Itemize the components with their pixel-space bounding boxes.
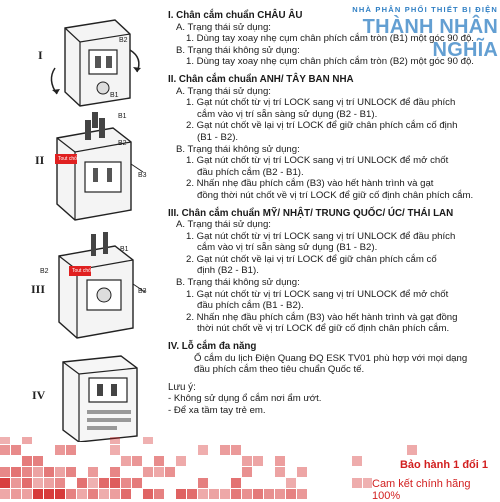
footer-square	[88, 489, 98, 499]
callout-b3-2: B3	[138, 172, 147, 179]
footer-square	[352, 456, 362, 466]
footer-square	[242, 456, 252, 466]
footer-square	[55, 467, 65, 477]
footer-square	[154, 467, 164, 477]
footer-square	[77, 489, 87, 499]
section-3-a-item-2-cont: định (B2 - B1).	[197, 265, 259, 277]
footer-square	[275, 489, 285, 499]
footer-square	[231, 478, 241, 488]
footer-square	[55, 445, 65, 455]
warranty-line-2: Cam kết chính hãng 100%	[372, 478, 471, 502]
footer-square	[55, 478, 65, 488]
footer-square	[22, 478, 32, 488]
footer-square	[132, 456, 142, 466]
distributor-label: NHÀ PHÂN PHỐI THIẾT BỊ ĐIỆN	[352, 5, 498, 14]
adapter-illustration-3	[45, 230, 150, 340]
section-2-b-item-2-cont: đồng thời nút chốt về vị trí LOCK để giữ cố định chân phích cắm.	[197, 189, 474, 201]
footer-square	[33, 478, 43, 488]
section-1-a-title: A. Trạng thái sử dụng:	[176, 21, 271, 33]
section-2-b-item-1: 1. Gạt nút chốt từ vị trí LOCK sang vị trí UNLOCK để mở chốt	[186, 155, 449, 167]
footer-square	[22, 467, 32, 477]
note-title: Lưu ý:	[168, 381, 196, 393]
footer-square	[275, 456, 285, 466]
footer-square	[0, 467, 10, 477]
section-3-title: III. Chân cắm chuẩn MỸ/ NHẬT/ TRUNG QUỐC/ ÚC/ THÁI LAN	[168, 207, 454, 219]
section-2-title: II. Chân cắm chuẩn ANH/ TÂY BAN NHA	[168, 73, 354, 85]
footer-square	[99, 489, 109, 499]
figure-number-4: IV	[32, 388, 46, 402]
warranty-line-1: Bảo hành 1 đổi 1	[399, 459, 488, 471]
section-3-a-item-2: 2. Gạt nút chốt về lại vị trí LOCK để giữ chân phích cắm cố	[186, 253, 437, 265]
note-item-1: - Không sử dụng ổ cắm nơi ẩm ướt.	[168, 393, 322, 405]
footer-square	[99, 478, 109, 488]
callout-b1-3: B1	[120, 246, 129, 253]
footer-square	[220, 489, 230, 499]
callout-b2-2: B2	[118, 140, 127, 147]
section-3-b-title: B. Trạng thái không sử dụng:	[176, 277, 300, 289]
footer-square	[121, 489, 131, 499]
footer-square	[253, 489, 263, 499]
footer-square	[88, 467, 98, 477]
figure-number-1: I	[38, 48, 43, 62]
callout-b2: B2	[119, 37, 128, 44]
footer-square	[44, 467, 54, 477]
footer-square	[165, 467, 175, 477]
callout-b3-3: B3	[138, 288, 147, 295]
instructions-content	[168, 10, 494, 417]
section-2-b-item-1-cont: đầu phích cắm (B2 - B1).	[197, 166, 304, 178]
footer-square	[44, 489, 54, 499]
section-4-line-2: đầu phích cắm theo tiêu chuẩn Quốc tế.	[194, 364, 365, 376]
footer-square	[242, 467, 252, 477]
footer-square	[22, 489, 32, 499]
section-1-a-item-1: 1. Dùng tay xoay nhẹ cụm chân phích cắm tròn (B1) một góc 90 độ.	[186, 33, 474, 45]
footer-square	[55, 489, 65, 499]
lock-label-2: Tout chốt	[58, 156, 79, 162]
callout-b2-3: B2	[40, 268, 49, 275]
footer-square	[110, 445, 120, 455]
footer-square	[0, 437, 10, 444]
footer-square	[121, 478, 131, 488]
footer-square	[231, 445, 241, 455]
section-2-a-item-2: 2. Gạt nút chốt về lại vị trí LOCK để giữ chân phích cắm cố định	[186, 120, 458, 132]
footer-square	[187, 489, 197, 499]
footer-square	[22, 456, 32, 466]
footer-square	[11, 478, 21, 488]
section-2-a-item-1-cont: cắm vào vị trí sẵn sàng sử dụng (B2 - B1).	[197, 108, 378, 120]
section-2-b-item-2: 2. Nhấn nhẹ đầu phích cắm (B3) vào hết hành trình và gạt	[186, 178, 434, 190]
footer-square	[176, 489, 186, 499]
footer-square	[66, 467, 76, 477]
section-3-a-item-1: 1. Gạt nút chốt từ vị trí LOCK sang vị trí UNLOCK để đầu phích	[186, 230, 456, 242]
note-item-2: - Để xa tầm tay trẻ em.	[168, 405, 266, 416]
footer-square	[407, 445, 417, 455]
footer-square	[132, 478, 142, 488]
section-1-title: I. Chân cắm chuẩn CHÂU ÂU	[168, 10, 303, 21]
section-2-a-item-1: 1. Gạt nút chốt từ vị trí LOCK sang vị trí UNLOCK để đầu phích	[186, 97, 456, 109]
warranty-badge	[372, 456, 500, 500]
footer-square	[264, 489, 274, 499]
section-3-a-item-1-cont: cắm vào vị trí sẵn sàng sử dụng (B1 - B2).	[197, 242, 378, 254]
footer-square	[154, 456, 164, 466]
figure-number-2: II	[35, 153, 45, 167]
lock-label-3: Tout chốt	[72, 268, 93, 274]
section-3-b-item-1-cont: đầu phích cắm (B1 - B2).	[197, 300, 304, 312]
footer-square	[297, 489, 307, 499]
section-4-title: IV. Lỗ cắm đa năng	[168, 341, 257, 353]
footer-square	[352, 478, 362, 488]
footer-square	[66, 489, 76, 499]
footer-square	[88, 478, 98, 488]
footer-square	[110, 437, 120, 444]
footer-square	[231, 489, 241, 499]
footer-square	[33, 456, 43, 466]
footer-square	[33, 489, 43, 499]
footer-square	[253, 456, 263, 466]
callout-b1: B1	[110, 92, 119, 99]
footer-square	[198, 445, 208, 455]
footer-square	[66, 445, 76, 455]
section-1-b-title: B. Trạng thái không sử dụng:	[176, 44, 300, 56]
footer-square	[121, 456, 131, 466]
section-2-a-title: A. Trạng thái sử dụng:	[176, 85, 271, 97]
footer-square	[176, 456, 186, 466]
footer-square	[0, 489, 10, 499]
section-4-line-1: Ổ cắm du lịch Điện Quang ĐQ ESK TV01 phù hợp với mọi dạng	[194, 352, 468, 364]
section-3-b-item-1: 1. Gạt nút chốt từ vị trí LOCK sang vị trí UNLOCK để mở chốt	[186, 288, 449, 300]
adapter-illustration-2	[45, 112, 150, 222]
section-3-a-title: A. Trạng thái sử dụng:	[176, 219, 271, 231]
footer-square	[77, 478, 87, 488]
footer-square	[11, 489, 21, 499]
footer-square	[143, 467, 153, 477]
footer-square	[11, 445, 21, 455]
adapter-illustration-4	[45, 352, 150, 442]
footer-square	[286, 478, 296, 488]
footer-square	[110, 478, 120, 488]
section-2-b-title: B. Trạng thái không sử dụng:	[176, 143, 300, 155]
adapter-illustration-1	[45, 10, 145, 110]
figure-number-3: III	[31, 282, 46, 296]
footer-square	[143, 489, 153, 499]
footer-square	[275, 467, 285, 477]
footer-square	[110, 467, 120, 477]
footer-square	[44, 478, 54, 488]
section-2-a-item-2-cont: (B1 - B2).	[197, 131, 239, 143]
footer-square	[143, 437, 153, 444]
section-3-b-item-2: 2. Nhấn nhẹ đầu phích cắm (B3) vào hết hành trình và gạt đồng	[186, 311, 458, 323]
footer-square	[33, 467, 43, 477]
footer-square	[110, 489, 120, 499]
callout-b1-2: B1	[118, 113, 127, 120]
footer-square	[198, 478, 208, 488]
footer-square	[0, 445, 10, 455]
brand-name: THÀNH NHÂN NGHĨA	[362, 16, 498, 61]
footer-square	[0, 478, 10, 488]
footer-square	[154, 489, 164, 499]
footer-square	[209, 489, 219, 499]
section-1-b-item-1: 1. Dùng tay xoay nhẹ cụm chân phích cắm tròn (B2) một góc 90 độ.	[186, 56, 474, 68]
footer-square	[286, 489, 296, 499]
footer-square	[297, 467, 307, 477]
footer-square	[11, 467, 21, 477]
footer-square	[220, 445, 230, 455]
section-3-b-item-2-cont: thời nút chốt về vị trí LOCK để giữ cố định chân phích cắm.	[197, 323, 450, 335]
footer-square	[242, 489, 252, 499]
footer-square	[22, 437, 32, 444]
footer-square	[198, 489, 208, 499]
